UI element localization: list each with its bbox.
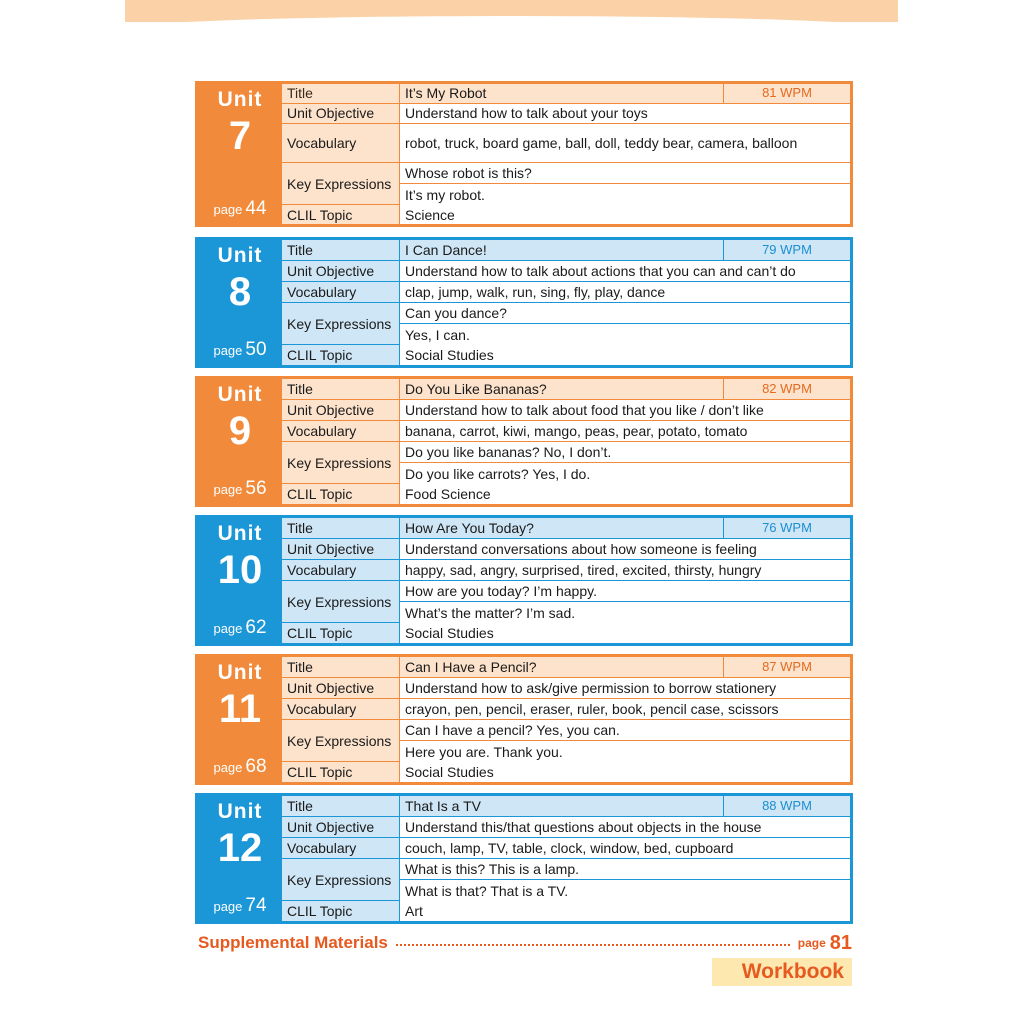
key-expression: It’s my robot. (400, 184, 850, 205)
unit-number: 10 (217, 548, 263, 592)
unit-info-table (282, 518, 850, 643)
key-expression: Do you like carrots? Yes, I do. (400, 463, 850, 484)
title-cell (400, 379, 850, 399)
page-number: 74 (245, 895, 267, 916)
key-expressions-list (400, 581, 850, 622)
wpm-value: 79 WPM (762, 242, 812, 257)
title-cell (400, 240, 850, 260)
key-expressions-list (400, 303, 850, 344)
key-expressions-list (400, 163, 850, 204)
page-label: page (213, 202, 243, 217)
key-expressions-row (282, 303, 850, 345)
page-label: page (213, 343, 243, 358)
unit-badge (198, 84, 282, 224)
key-expressions-row (282, 442, 850, 484)
unit-page-ref (198, 478, 282, 500)
objective-value: Understand conversations about how someone is feeling (400, 539, 850, 559)
objective-label: Unit Objective (282, 104, 400, 123)
unit-block-9 (195, 376, 853, 507)
vocabulary-value: robot, truck, board game, ball, doll, teddy bear, camera, balloon (400, 124, 850, 163)
unit-page-ref (198, 617, 282, 639)
key-expression: What is this? This is a lamp. (400, 859, 850, 880)
unit-title: It’s My Robot (400, 84, 724, 103)
unit-title: That Is a TV (400, 796, 724, 816)
clil-label: CLIL Topic (282, 901, 400, 921)
unit-info-table (282, 84, 850, 224)
unit-info-table (282, 796, 850, 921)
unit-block-8 (195, 237, 853, 368)
objective-row (282, 678, 850, 699)
vocabulary-value: couch, lamp, TV, table, clock, window, bed, cupboard (400, 838, 850, 858)
page-number: 50 (245, 339, 267, 360)
key-expressions-row (282, 581, 850, 623)
vocabulary-row (282, 838, 850, 859)
key-expressions-row (282, 163, 850, 205)
vocabulary-row (282, 699, 850, 720)
clil-value: Food Science (400, 484, 850, 504)
clil-label: CLIL Topic (282, 345, 400, 365)
title-cell (400, 796, 850, 816)
title-label: Title (282, 518, 400, 538)
supplemental-page-number: 81 (829, 931, 852, 954)
title-label: Title (282, 84, 400, 103)
page-number: 44 (245, 198, 267, 219)
vocabulary-value: banana, carrot, kiwi, mango, peas, pear, potato, tomato (400, 421, 850, 441)
unit-info-table (282, 379, 850, 504)
wpm-value: 82 WPM (762, 381, 812, 396)
title-cell (400, 657, 850, 677)
vocabulary-label: Vocabulary (282, 560, 400, 580)
unit-block-12 (195, 793, 853, 924)
clil-row (282, 345, 850, 365)
clil-value: Social Studies (400, 345, 850, 365)
key-expression: How are you today? I’m happy. (400, 581, 850, 602)
title-cell (400, 84, 850, 103)
unit-page-ref (198, 339, 282, 361)
clil-row (282, 484, 850, 504)
wpm-value: 76 WPM (762, 520, 812, 535)
unit-label: Unit (217, 244, 263, 267)
supplemental-label: Supplemental Materials (198, 933, 388, 952)
title-row (282, 240, 850, 261)
title-row (282, 657, 850, 678)
clil-label: CLIL Topic (282, 623, 400, 643)
supplemental-page-label: page (797, 936, 826, 950)
vocabulary-label: Vocabulary (282, 282, 400, 302)
wpm-value: 87 WPM (762, 659, 812, 674)
unit-number: 9 (228, 409, 252, 453)
key-expressions-list (400, 720, 850, 761)
unit-number: 12 (217, 826, 263, 870)
workbook-label: Workbook (712, 958, 852, 986)
objective-value: Understand this/that questions about objects in the house (400, 817, 850, 837)
title-row (282, 518, 850, 539)
unit-badge (198, 518, 282, 643)
key-expression: Whose robot is this? (400, 163, 850, 184)
clil-label: CLIL Topic (282, 205, 400, 224)
vocabulary-label: Vocabulary (282, 124, 400, 163)
unit-label: Unit (217, 88, 263, 111)
unit-label: Unit (217, 800, 263, 823)
unit-block-11 (195, 654, 853, 785)
title-label: Title (282, 240, 400, 260)
objective-label: Unit Objective (282, 539, 400, 559)
key-expressions-row (282, 720, 850, 762)
top-decorative-band (125, 0, 898, 22)
clil-value: Social Studies (400, 762, 850, 782)
vocabulary-row (282, 560, 850, 581)
key-expressions-label: Key Expressions (282, 720, 400, 761)
unit-number: 7 (228, 114, 252, 158)
vocabulary-value: happy, sad, angry, surprised, tired, excited, thirsty, hungry (400, 560, 850, 580)
vocabulary-row (282, 282, 850, 303)
unit-title: How Are You Today? (400, 518, 724, 538)
key-expression: Yes, I can. (400, 324, 850, 345)
objective-value: Understand how to ask/give permission to borrow stationery (400, 678, 850, 698)
key-expressions-list (400, 859, 850, 900)
key-expressions-label: Key Expressions (282, 859, 400, 900)
supplemental-materials-line (198, 931, 852, 955)
clil-value: Art (400, 901, 850, 921)
unit-label: Unit (217, 522, 263, 545)
vocabulary-label: Vocabulary (282, 421, 400, 441)
title-row (282, 379, 850, 400)
objective-value: Understand how to talk about food that you like / don’t like (400, 400, 850, 420)
key-expressions-label: Key Expressions (282, 581, 400, 622)
key-expressions-list (400, 442, 850, 483)
page-label: page (213, 760, 243, 775)
unit-number: 11 (218, 687, 262, 731)
unit-info-table (282, 240, 850, 365)
unit-label: Unit (217, 661, 263, 684)
objective-row (282, 261, 850, 282)
title-label: Title (282, 796, 400, 816)
vocabulary-label: Vocabulary (282, 838, 400, 858)
objective-label: Unit Objective (282, 261, 400, 281)
unit-badge (198, 657, 282, 782)
unit-badge (198, 379, 282, 504)
unit-badge (198, 240, 282, 365)
objective-row (282, 400, 850, 421)
unit-number: 8 (228, 270, 252, 314)
wpm-value: 88 WPM (762, 798, 812, 813)
unit-label: Unit (217, 383, 263, 406)
vocabulary-value: clap, jump, walk, run, sing, fly, play, dance (400, 282, 850, 302)
page-number: 68 (245, 756, 267, 777)
key-expression: What’s the matter? I’m sad. (400, 602, 850, 623)
key-expression: Can I have a pencil? Yes, you can. (400, 720, 850, 741)
clil-value: Social Studies (400, 623, 850, 643)
key-expression: What is that? That is a TV. (400, 880, 850, 901)
clil-row (282, 205, 850, 224)
objective-label: Unit Objective (282, 678, 400, 698)
objective-row (282, 539, 850, 560)
objective-row (282, 817, 850, 838)
page-label: page (213, 621, 243, 636)
unit-title: Do You Like Bananas? (400, 379, 724, 399)
unit-block-10 (195, 515, 853, 646)
unit-badge (198, 796, 282, 921)
objective-label: Unit Objective (282, 400, 400, 420)
title-row (282, 84, 850, 104)
page-number: 56 (245, 478, 267, 499)
title-cell (400, 518, 850, 538)
wpm-value: 81 WPM (762, 85, 812, 101)
objective-value: Understand how to talk about your toys (400, 104, 850, 123)
clil-label: CLIL Topic (282, 762, 400, 782)
clil-row (282, 762, 850, 782)
key-expressions-label: Key Expressions (282, 442, 400, 483)
clil-label: CLIL Topic (282, 484, 400, 504)
clil-value: Science (400, 205, 850, 224)
unit-title: Can I Have a Pencil? (400, 657, 724, 677)
objective-row (282, 104, 850, 124)
key-expressions-row (282, 859, 850, 901)
unit-info-table (282, 657, 850, 782)
page-number: 62 (245, 617, 267, 638)
page-label: page (213, 899, 243, 914)
objective-value: Understand how to talk about actions that you can and can’t do (400, 261, 850, 281)
vocabulary-row (282, 124, 850, 164)
clil-row (282, 623, 850, 643)
key-expressions-label: Key Expressions (282, 163, 400, 204)
key-expression: Can you dance? (400, 303, 850, 324)
title-row (282, 796, 850, 817)
title-label: Title (282, 379, 400, 399)
vocabulary-row (282, 421, 850, 442)
clil-row (282, 901, 850, 921)
unit-block-7 (195, 81, 853, 227)
page-label: page (213, 482, 243, 497)
dotted-leader (396, 944, 790, 946)
key-expression: Do you like bananas? No, I don’t. (400, 442, 850, 463)
unit-page-ref (198, 895, 282, 917)
title-label: Title (282, 657, 400, 677)
unit-title: I Can Dance! (400, 240, 724, 260)
vocabulary-value: crayon, pen, pencil, eraser, ruler, book, pencil case, scissors (400, 699, 850, 719)
vocabulary-label: Vocabulary (282, 699, 400, 719)
key-expressions-label: Key Expressions (282, 303, 400, 344)
objective-label: Unit Objective (282, 817, 400, 837)
unit-page-ref (198, 756, 282, 778)
key-expression: Here you are. Thank you. (400, 741, 850, 762)
unit-page-ref (198, 198, 282, 220)
